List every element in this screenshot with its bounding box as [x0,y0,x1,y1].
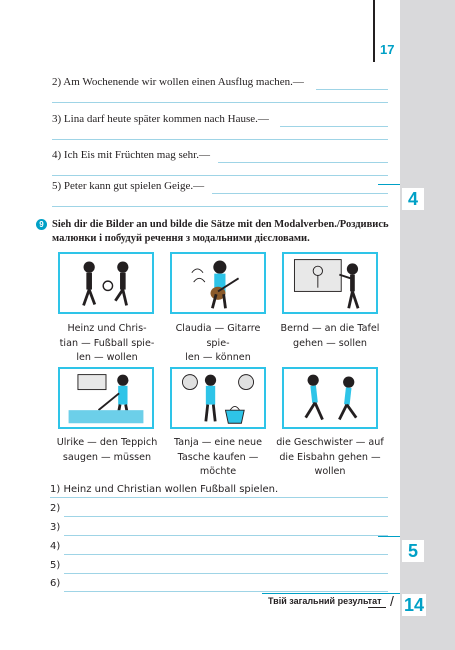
picture-football-boys [58,252,154,314]
caption-line: wollen [314,466,346,477]
caption-line: Bernd — an die Tafel [280,323,380,334]
total-top-line [262,593,400,594]
caption-line: möchte [199,466,237,477]
caption-line: len — wollen [76,352,138,363]
total-max: 14 [403,595,425,615]
exercise-number: 9 [36,219,47,230]
caption-line: tian — Fußball spie- [59,337,155,349]
answer-line[interactable] [52,175,388,176]
caption-line: Tanja — eine neue [173,437,263,448]
caption-3 [275,322,385,351]
page-number: 17 [380,42,395,57]
picture-girl-bags [170,367,266,429]
answer-line[interactable] [64,554,388,555]
write-line-2-text: 2) [50,503,61,514]
picture-boy-blackboard [282,252,378,314]
score-box-first: 4 [402,188,424,210]
answer-line[interactable] [64,535,388,536]
answer-line[interactable] [52,139,388,140]
caption-line: len — können [185,352,251,363]
picture-girl-vacuum [58,367,154,429]
total-slash: / [390,593,394,609]
answer-line[interactable] [64,591,388,592]
caption-5 [163,436,273,480]
score-line [378,184,400,185]
answer-line[interactable] [316,89,388,90]
score-line [378,536,400,537]
answer-line[interactable] [52,206,388,207]
answer-line[interactable] [52,102,388,103]
picture-skating-siblings [282,367,378,429]
picture-girl-guitar [170,252,266,314]
total-score-field[interactable] [368,607,386,608]
caption-line: Tasche kaufen — [177,451,259,463]
caption-line: die Geschwister — auf [276,437,384,448]
caption-line: die Eisbahn gehen — [279,451,381,463]
caption-1 [52,322,162,366]
sentence-5: 5) Peter kann gut spielen Geige.— [52,180,205,192]
caption-line: saugen — müssen [62,451,152,463]
exercise-instruction: Sieh dir die Bilder an und bilde die Sätze mit den Modalverben./Роздивись малюнки і побудуй речення з модальними дієсловами. [52,219,389,244]
page-divider-line [373,0,375,62]
answer-line[interactable] [212,193,388,194]
answer-line[interactable] [64,516,388,517]
caption-line: Heinz und Chris- [67,323,147,334]
write-line-1-text: 1) Heinz und Christian wollen Fußball spielen. [50,484,279,495]
sentence-2: 2) Am Wochenende wir wollen einen Ausflug machen.— [52,76,304,88]
answer-line[interactable] [50,497,388,498]
total-label: Твій загальний результат [268,596,382,606]
caption-line: gehen — sollen [293,337,367,349]
write-line-6-text: 6) [50,578,61,589]
sentence-3: 3) Lina darf heute später kommen nach Hause.— [52,113,269,125]
caption-4 [52,436,162,465]
write-line-5-text: 5) [50,560,61,571]
write-line-4-text: 4) [50,541,61,552]
sentence-4: 4) Ich Eis mit Früchten mag sehr.— [52,149,210,161]
caption-6 [275,436,385,480]
caption-line: Claudia — Gitarre spie- [175,323,261,349]
score-box-second: 5 [402,540,424,562]
answer-line[interactable] [280,126,388,127]
answer-line[interactable] [218,162,388,163]
caption-line: Ulrike — den Teppich [56,437,158,448]
write-line-3-text: 3) [50,522,61,533]
caption-2 [163,322,273,366]
answer-line[interactable] [64,573,388,574]
